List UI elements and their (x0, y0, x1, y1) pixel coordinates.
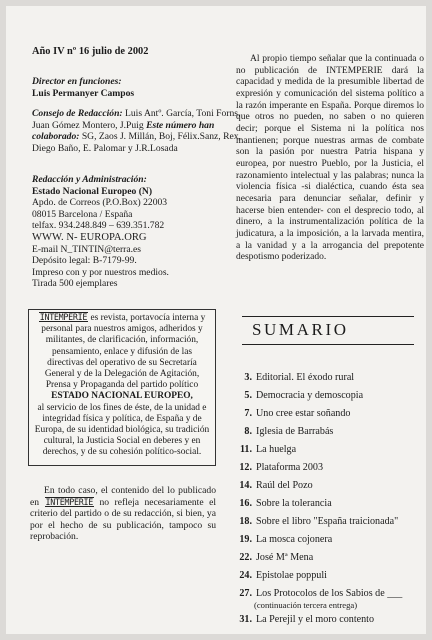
office-print-run: Tirada 500 ejemplares (32, 278, 118, 290)
party-name: ESTADO NACIONAL EUROPEO, (51, 391, 193, 402)
board-members: Luis Antº. García, Toni Forns, Juan Gómez Montero, J.Puig (32, 108, 241, 131)
toc-item[interactable]: 18. Sobre el libro "España traicionada" (239, 516, 399, 527)
director-label: Director en funciones: (32, 76, 122, 87)
toc-item[interactable]: 19. La mosca cojonera (239, 534, 333, 545)
toc-item[interactable]: 11. La huelga (239, 444, 297, 455)
sumario-rule-bottom (242, 344, 414, 345)
toc-item[interactable]: 7. Uno cree estar soñando (244, 408, 351, 419)
right-text-name: INTEMPERIE (326, 65, 383, 76)
sumario-title: SUMARIO (252, 320, 349, 339)
office-email[interactable]: E-mail N_TINTIN@terra.es (32, 243, 141, 255)
office-legal-deposit: Depósito legal: B-7179-99. (32, 255, 137, 267)
intro-text: es revista, portavocía interna y personal para nuestros amigos, adheridos y militantes, de clarificación, información, pensamiento, enlace y difusión de las directivas del operativo de su Secretaría General y de la Delegación de Agitación, Prensa y Propaganda del partido político (41, 313, 206, 391)
right-text-start: Al propio tiempo señalar que la continuada o no publicación de (236, 54, 424, 76)
sumario-rule-top (242, 316, 414, 317)
disclaimer-text: En todo caso, el contenido del lo publicado en (30, 485, 216, 508)
disclaimer-text-cont: no refleja necesariamente el criterio del partido o de su redacción, si bien, ya por el hecho de su publicación, tampoco su reprobación. (30, 496, 216, 543)
right-text-body: dará la capacidad y medida de la presumible libertad de expresión y comunicación del sistema político a la razón imperante en España. Porque diremos lo que otros no pueden, no saben o no quieren decir; porque el Sistema ni la política nos mantienen; porque nuestras armas de combate son la pasión por nuestra Patria hispana y europea, por nuestro Pueblo, por la Justicia, el razonamiento intelectual y las palabras; nunca la violencia física -si dialéctica, cuando ésta sea necesaria para denunciar señalar, definir y hacerse bien entender- con el desprecio todo, al dinero, a la instrumentalización política de la judicatura, a la imposición, a la larvada mentira, a la vanidad y a la arrogancia del prepotente despotismo poderizado. (236, 65, 424, 263)
editorial-board (32, 108, 242, 154)
intemperie-logo-small: INTEMPERIE (45, 496, 93, 507)
toc-item-subtitle: (continuación tercera entrega) (254, 600, 358, 610)
office-label: Redacción y Administración: (32, 174, 147, 185)
office-printed: Impreso con y por nuestros medios. (32, 266, 169, 278)
issue-line: Año IV nº 16 julio de 2002 (32, 46, 149, 57)
director-name: Luis Permanyer Campos (32, 88, 135, 99)
toc-item[interactable]: 8. Iglesia de Barrabás (244, 426, 334, 437)
toc-item[interactable]: 3. Editorial. El éxodo rural (244, 372, 355, 383)
magazine-page (6, 6, 426, 634)
intemperie-logo: INTEMPERIE (39, 312, 88, 322)
toc-item[interactable]: 22. José Mª Mena (239, 552, 314, 563)
right-column-text (236, 54, 424, 264)
toc-item[interactable]: 24. Epistolae poppuli (239, 570, 327, 581)
office-city: 08015 Barcelona / España (32, 208, 133, 220)
editorial-office (32, 174, 232, 290)
toc-item[interactable]: 16. Sobre la tolerancia (239, 498, 332, 509)
office-phone: telfax. 934.248.849 – 639.351.782 (32, 220, 165, 232)
disclaimer (30, 485, 216, 543)
collaborators-label: Este número han colaborado: (32, 119, 215, 143)
office-website[interactable]: WWW. N- EUROPA.ORG (32, 231, 147, 243)
board-label: Consejo de Redacción: (32, 108, 123, 119)
toc-item[interactable]: 31. La Perejil y el moro contento (239, 614, 375, 625)
intro-box (28, 309, 216, 466)
office-org: Estado Nacional Europeo (N) (32, 185, 153, 197)
collaborators: SG, Zaos J. Millán, Boj, Félix.Sanz, Rex, Diego Baño, E. Palomar y J.R.Losada (32, 131, 241, 154)
toc-item[interactable]: 27. Los Protocolos de los Sabios de ___ (239, 588, 403, 599)
toc-item[interactable]: 5. Democracia y demoscopia (244, 390, 364, 401)
toc-item[interactable]: 12. Plataforma 2003 (239, 462, 323, 473)
intro-text-cont: al servicio de los fines de éste, de la unidad e integridad física y política, de España y de Europa, de su identidad biológica, su tradición cultural, la Justicia Social en deberes y en derechos, y de su cohesión político-social. (34, 402, 210, 458)
office-address: Apdo. de Correos (P.O.Box) 22003 (32, 197, 168, 209)
toc-item[interactable]: 14. Raúl del Pozo (239, 480, 313, 491)
